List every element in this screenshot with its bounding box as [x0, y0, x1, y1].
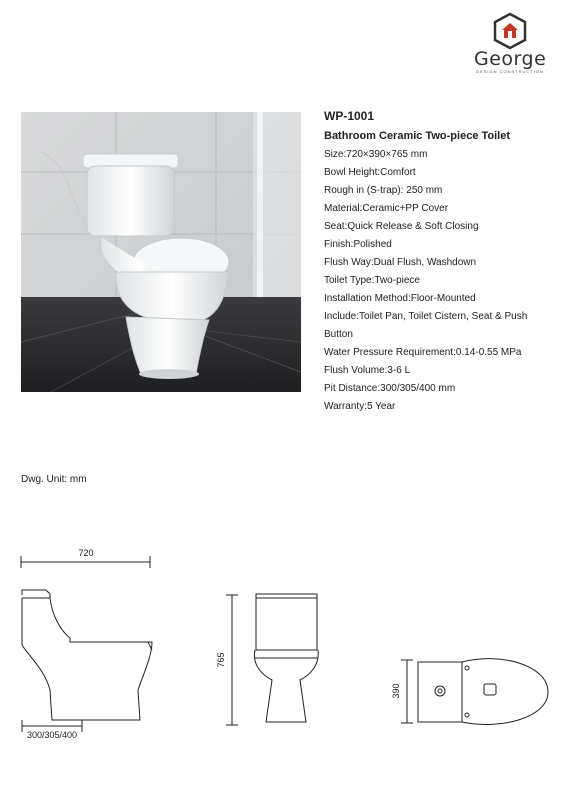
spec-item: Water Pressure Requirement:0.14-0.55 MPa — [324, 347, 522, 358]
spec-item: Include:Toilet Pan, Toilet Cistern, Seat & Push Button — [324, 311, 528, 340]
spec-item: Warranty:5 Year — [324, 401, 396, 412]
brand-logo — [474, 12, 546, 84]
brand-tagline: DESIGN CONSTRUCTION — [476, 69, 544, 74]
dimension-depth-label: 390 — [391, 683, 401, 699]
technical-drawing — [0, 540, 566, 750]
top-view-drawing — [401, 659, 548, 725]
house-logo-icon — [493, 12, 527, 50]
spec-item: Material:Ceramic+PP Cover — [324, 203, 449, 214]
spec-item: Pit Distance:300/305/400 mm — [324, 383, 456, 394]
product-model: WP-1001 — [324, 109, 375, 123]
spec-item: Flush Volume:3-6 L — [324, 365, 411, 376]
dimension-pit-label: 300/305/400 — [26, 730, 78, 740]
product-photo — [21, 112, 301, 392]
brand-name: George — [474, 48, 547, 70]
product-title: Bathroom Ceramic Two-piece Toilet — [324, 130, 511, 142]
front-view-drawing — [226, 594, 318, 725]
spec-item: Rough in (S-trap): 250 mm — [324, 185, 443, 196]
spec-list — [324, 108, 554, 416]
spec-item: Seat:Quick Release & Soft Closing — [324, 221, 479, 232]
dimension-height-label: 765 — [216, 652, 226, 668]
dimension-width-label: 720 — [78, 548, 94, 558]
spec-item: Toilet Type:Two-piece — [324, 275, 420, 286]
drawing-unit-label: Dwg. Unit: mm — [21, 474, 87, 485]
spec-item: Bowl Height:Comfort — [324, 167, 416, 178]
spec-item: Installation Method:Floor-Mounted — [324, 293, 476, 304]
spec-item: Size:720×390×765 mm — [324, 149, 428, 160]
spec-item: Finish:Polished — [324, 239, 392, 250]
spec-item: Flush Way:Dual Flush, Washdown — [324, 257, 477, 268]
side-view-drawing — [21, 556, 152, 732]
